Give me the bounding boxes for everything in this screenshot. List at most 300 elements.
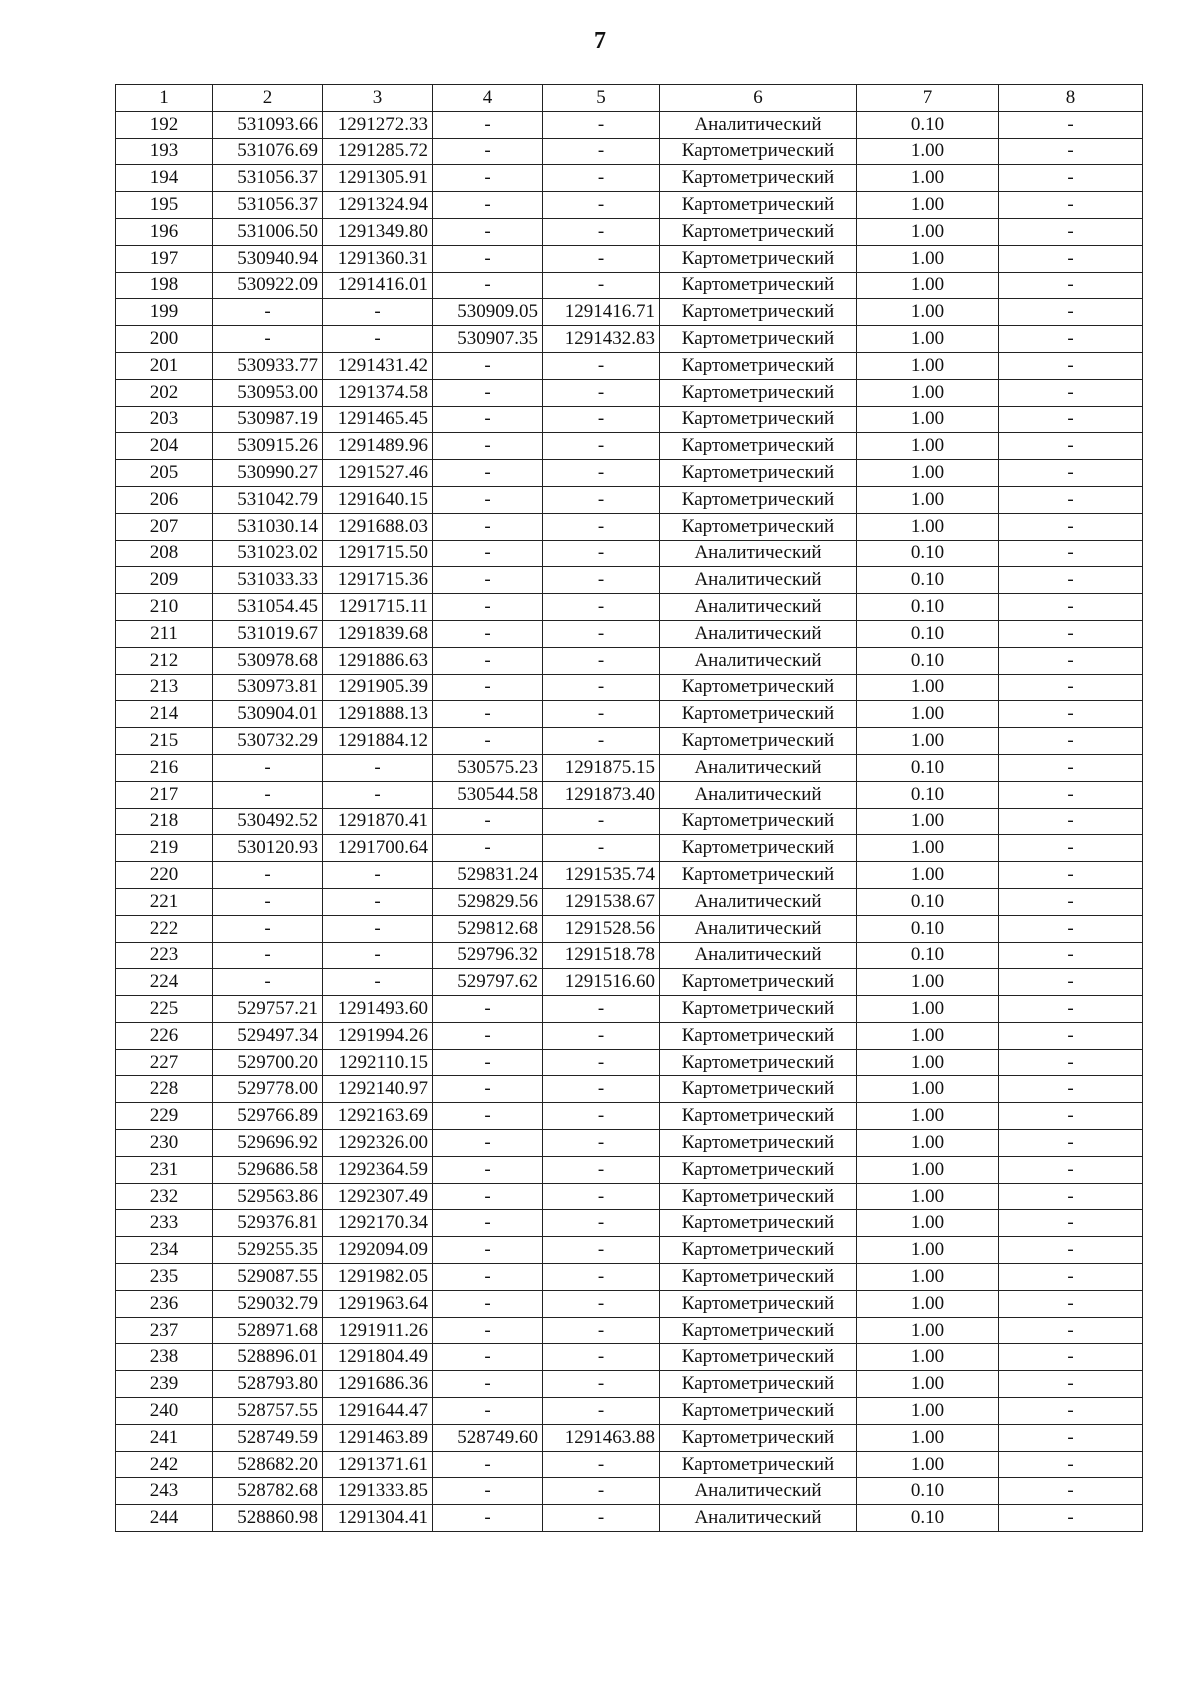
- note-cell: -: [999, 1371, 1143, 1398]
- y-cell: 1291700.64: [323, 835, 433, 862]
- method-cell: Картометрический: [660, 728, 857, 755]
- x-new-cell: -: [433, 1505, 543, 1532]
- x-new-cell: -: [433, 138, 543, 165]
- point-number-cell: 224: [116, 969, 213, 996]
- y-cell: 1291305.91: [323, 165, 433, 192]
- note-cell: -: [999, 379, 1143, 406]
- method-cell: Картометрический: [660, 1398, 857, 1425]
- method-cell: Аналитический: [660, 620, 857, 647]
- x-new-cell: -: [433, 1049, 543, 1076]
- y-new-cell: -: [543, 1317, 660, 1344]
- y-cell: -: [323, 326, 433, 353]
- y-cell: 1291715.36: [323, 567, 433, 594]
- table-row: [116, 1022, 1143, 1049]
- note-cell: -: [999, 808, 1143, 835]
- y-new-cell: -: [543, 620, 660, 647]
- y-cell: 1291686.36: [323, 1371, 433, 1398]
- point-number-cell: 207: [116, 513, 213, 540]
- method-cell: Картометрический: [660, 1424, 857, 1451]
- table-row: [116, 460, 1143, 487]
- x-new-cell: -: [433, 406, 543, 433]
- y-cell: 1291285.72: [323, 138, 433, 165]
- y-cell: -: [323, 915, 433, 942]
- table-row: [116, 835, 1143, 862]
- method-cell: Картометрический: [660, 1130, 857, 1157]
- method-cell: Аналитический: [660, 888, 857, 915]
- accuracy-cell: 1.00: [857, 1183, 999, 1210]
- y-cell: -: [323, 942, 433, 969]
- note-cell: -: [999, 647, 1143, 674]
- x-cell: 531023.02: [213, 540, 323, 567]
- table-row: [116, 808, 1143, 835]
- point-number-cell: 203: [116, 406, 213, 433]
- table-row: [116, 245, 1143, 272]
- x-new-cell: 530575.23: [433, 754, 543, 781]
- accuracy-cell: 1.00: [857, 996, 999, 1023]
- point-number-cell: 206: [116, 486, 213, 513]
- x-new-cell: 529796.32: [433, 942, 543, 969]
- y-cell: 1291715.50: [323, 540, 433, 567]
- y-new-cell: 1291463.88: [543, 1424, 660, 1451]
- y-new-cell: -: [543, 1049, 660, 1076]
- x-cell: 528782.68: [213, 1478, 323, 1505]
- method-cell: Картометрический: [660, 969, 857, 996]
- y-new-cell: 1291873.40: [543, 781, 660, 808]
- x-new-cell: -: [433, 165, 543, 192]
- y-new-cell: -: [543, 1451, 660, 1478]
- x-cell: -: [213, 942, 323, 969]
- x-cell: 531056.37: [213, 192, 323, 219]
- point-number-cell: 236: [116, 1290, 213, 1317]
- accuracy-cell: 1.00: [857, 1076, 999, 1103]
- y-cell: 1292364.59: [323, 1156, 433, 1183]
- point-number-cell: 238: [116, 1344, 213, 1371]
- point-number-cell: 235: [116, 1264, 213, 1291]
- accuracy-cell: 0.10: [857, 620, 999, 647]
- note-cell: -: [999, 540, 1143, 567]
- y-new-cell: -: [543, 1076, 660, 1103]
- y-new-cell: -: [543, 1103, 660, 1130]
- table-row: [116, 165, 1143, 192]
- point-number-cell: 204: [116, 433, 213, 460]
- y-new-cell: -: [543, 433, 660, 460]
- accuracy-cell: 1.00: [857, 1424, 999, 1451]
- y-cell: 1291644.47: [323, 1398, 433, 1425]
- note-cell: -: [999, 138, 1143, 165]
- x-new-cell: -: [433, 352, 543, 379]
- y-cell: 1291304.41: [323, 1505, 433, 1532]
- y-new-cell: -: [543, 1210, 660, 1237]
- point-number-cell: 192: [116, 111, 213, 138]
- note-cell: -: [999, 1237, 1143, 1264]
- point-number-cell: 215: [116, 728, 213, 755]
- y-new-cell: 1291516.60: [543, 969, 660, 996]
- point-number-cell: 197: [116, 245, 213, 272]
- x-new-cell: -: [433, 379, 543, 406]
- x-new-cell: 529797.62: [433, 969, 543, 996]
- x-new-cell: -: [433, 1022, 543, 1049]
- x-cell: 530978.68: [213, 647, 323, 674]
- y-cell: -: [323, 781, 433, 808]
- y-new-cell: -: [543, 1371, 660, 1398]
- y-new-cell: -: [543, 272, 660, 299]
- y-new-cell: -: [543, 996, 660, 1023]
- x-cell: 531076.69: [213, 138, 323, 165]
- x-new-cell: -: [433, 272, 543, 299]
- accuracy-cell: 0.10: [857, 888, 999, 915]
- point-number-cell: 244: [116, 1505, 213, 1532]
- x-new-cell: -: [433, 620, 543, 647]
- point-number-cell: 212: [116, 647, 213, 674]
- x-new-cell: 529831.24: [433, 862, 543, 889]
- y-cell: 1291870.41: [323, 808, 433, 835]
- y-cell: 1292326.00: [323, 1130, 433, 1157]
- x-new-cell: -: [433, 1290, 543, 1317]
- method-cell: Аналитический: [660, 594, 857, 621]
- x-cell: 530120.93: [213, 835, 323, 862]
- table-row: [116, 1237, 1143, 1264]
- point-number-cell: 210: [116, 594, 213, 621]
- y-new-cell: -: [543, 1022, 660, 1049]
- x-cell: 530492.52: [213, 808, 323, 835]
- y-cell: 1291888.13: [323, 701, 433, 728]
- y-cell: 1292170.34: [323, 1210, 433, 1237]
- accuracy-cell: 1.00: [857, 352, 999, 379]
- table-row: [116, 111, 1143, 138]
- x-cell: 529696.92: [213, 1130, 323, 1157]
- x-cell: 529563.86: [213, 1183, 323, 1210]
- x-new-cell: -: [433, 1183, 543, 1210]
- y-new-cell: -: [543, 1344, 660, 1371]
- y-new-cell: -: [543, 1478, 660, 1505]
- accuracy-cell: 1.00: [857, 1317, 999, 1344]
- x-new-cell: -: [433, 1478, 543, 1505]
- note-cell: -: [999, 513, 1143, 540]
- note-cell: -: [999, 594, 1143, 621]
- accuracy-cell: 1.00: [857, 674, 999, 701]
- y-new-cell: -: [543, 540, 660, 567]
- x-cell: 528682.20: [213, 1451, 323, 1478]
- x-cell: 529255.35: [213, 1237, 323, 1264]
- accuracy-cell: 1.00: [857, 1290, 999, 1317]
- note-cell: -: [999, 888, 1143, 915]
- note-cell: -: [999, 272, 1143, 299]
- table-row: [116, 1371, 1143, 1398]
- x-cell: 528757.55: [213, 1398, 323, 1425]
- y-new-cell: -: [543, 486, 660, 513]
- accuracy-cell: 0.10: [857, 781, 999, 808]
- table-row: [116, 486, 1143, 513]
- x-new-cell: -: [433, 1156, 543, 1183]
- table-row: [116, 406, 1143, 433]
- note-cell: -: [999, 1130, 1143, 1157]
- y-new-cell: -: [543, 728, 660, 755]
- y-cell: 1291489.96: [323, 433, 433, 460]
- accuracy-cell: 0.10: [857, 594, 999, 621]
- y-new-cell: -: [543, 1290, 660, 1317]
- note-cell: -: [999, 1478, 1143, 1505]
- accuracy-cell: 1.00: [857, 808, 999, 835]
- note-cell: -: [999, 1290, 1143, 1317]
- method-cell: Картометрический: [660, 1156, 857, 1183]
- y-cell: 1291715.11: [323, 594, 433, 621]
- x-new-cell: -: [433, 192, 543, 219]
- method-cell: Картометрический: [660, 245, 857, 272]
- point-number-cell: 214: [116, 701, 213, 728]
- table-row: [116, 1478, 1143, 1505]
- accuracy-cell: 0.10: [857, 647, 999, 674]
- method-cell: Картометрический: [660, 1022, 857, 1049]
- note-cell: -: [999, 1264, 1143, 1291]
- method-cell: Картометрический: [660, 218, 857, 245]
- x-new-cell: -: [433, 728, 543, 755]
- column-header: 6: [660, 85, 857, 112]
- method-cell: Картометрический: [660, 674, 857, 701]
- y-new-cell: -: [543, 218, 660, 245]
- y-new-cell: -: [543, 1264, 660, 1291]
- accuracy-cell: 1.00: [857, 433, 999, 460]
- accuracy-cell: 1.00: [857, 165, 999, 192]
- y-new-cell: -: [543, 513, 660, 540]
- note-cell: -: [999, 915, 1143, 942]
- x-new-cell: -: [433, 111, 543, 138]
- y-cell: 1291839.68: [323, 620, 433, 647]
- table-row: [116, 620, 1143, 647]
- x-new-cell: -: [433, 1317, 543, 1344]
- accuracy-cell: 1.00: [857, 1210, 999, 1237]
- method-cell: Аналитический: [660, 915, 857, 942]
- method-cell: Аналитический: [660, 754, 857, 781]
- point-number-cell: 239: [116, 1371, 213, 1398]
- table-row: [116, 1505, 1143, 1532]
- method-cell: Картометрический: [660, 1237, 857, 1264]
- table-row: [116, 1130, 1143, 1157]
- y-new-cell: -: [543, 1398, 660, 1425]
- y-new-cell: -: [543, 192, 660, 219]
- point-number-cell: 222: [116, 915, 213, 942]
- table-row: [116, 647, 1143, 674]
- y-cell: 1291886.63: [323, 647, 433, 674]
- y-new-cell: 1291416.71: [543, 299, 660, 326]
- table-body: [116, 111, 1143, 1531]
- x-new-cell: -: [433, 486, 543, 513]
- point-number-cell: 237: [116, 1317, 213, 1344]
- table-row: [116, 1156, 1143, 1183]
- x-new-cell: -: [433, 460, 543, 487]
- x-cell: 529766.89: [213, 1103, 323, 1130]
- accuracy-cell: 1.00: [857, 969, 999, 996]
- y-cell: 1292307.49: [323, 1183, 433, 1210]
- y-new-cell: -: [543, 1130, 660, 1157]
- column-header: 1: [116, 85, 213, 112]
- y-new-cell: -: [543, 835, 660, 862]
- x-cell: 531093.66: [213, 111, 323, 138]
- note-cell: -: [999, 567, 1143, 594]
- x-cell: 529778.00: [213, 1076, 323, 1103]
- point-number-cell: 240: [116, 1398, 213, 1425]
- note-cell: -: [999, 1451, 1143, 1478]
- method-cell: Картометрический: [660, 299, 857, 326]
- column-header: 4: [433, 85, 543, 112]
- accuracy-cell: 0.10: [857, 754, 999, 781]
- x-new-cell: -: [433, 674, 543, 701]
- y-new-cell: -: [543, 808, 660, 835]
- y-cell: 1291688.03: [323, 513, 433, 540]
- x-new-cell: -: [433, 1076, 543, 1103]
- table-row: [116, 969, 1143, 996]
- accuracy-cell: 1.00: [857, 1398, 999, 1425]
- note-cell: -: [999, 835, 1143, 862]
- y-new-cell: 1291518.78: [543, 942, 660, 969]
- y-new-cell: 1291528.56: [543, 915, 660, 942]
- table-row: [116, 1424, 1143, 1451]
- y-cell: 1291911.26: [323, 1317, 433, 1344]
- table-row: [116, 996, 1143, 1023]
- y-new-cell: -: [543, 701, 660, 728]
- method-cell: Картометрический: [660, 272, 857, 299]
- method-cell: Аналитический: [660, 942, 857, 969]
- y-new-cell: -: [543, 165, 660, 192]
- point-number-cell: 216: [116, 754, 213, 781]
- x-cell: 531056.37: [213, 165, 323, 192]
- accuracy-cell: 1.00: [857, 1022, 999, 1049]
- x-cell: 528793.80: [213, 1371, 323, 1398]
- y-cell: 1291416.01: [323, 272, 433, 299]
- y-cell: 1291527.46: [323, 460, 433, 487]
- y-cell: 1291324.94: [323, 192, 433, 219]
- table-row: [116, 192, 1143, 219]
- point-number-cell: 225: [116, 996, 213, 1023]
- table-row: [116, 326, 1143, 353]
- table-row: [116, 862, 1143, 889]
- y-cell: 1292140.97: [323, 1076, 433, 1103]
- point-number-cell: 194: [116, 165, 213, 192]
- accuracy-cell: 0.10: [857, 1505, 999, 1532]
- method-cell: Аналитический: [660, 1505, 857, 1532]
- x-cell: 529700.20: [213, 1049, 323, 1076]
- x-cell: 528971.68: [213, 1317, 323, 1344]
- y-cell: 1291333.85: [323, 1478, 433, 1505]
- point-number-cell: 242: [116, 1451, 213, 1478]
- note-cell: -: [999, 218, 1143, 245]
- point-number-cell: 200: [116, 326, 213, 353]
- point-number-cell: 243: [116, 1478, 213, 1505]
- table-row: [116, 513, 1143, 540]
- accuracy-cell: 0.10: [857, 915, 999, 942]
- y-cell: 1291963.64: [323, 1290, 433, 1317]
- point-number-cell: 223: [116, 942, 213, 969]
- y-new-cell: -: [543, 111, 660, 138]
- table-row: [116, 352, 1143, 379]
- x-cell: 531019.67: [213, 620, 323, 647]
- point-number-cell: 221: [116, 888, 213, 915]
- x-new-cell: 529829.56: [433, 888, 543, 915]
- accuracy-cell: 1.00: [857, 1103, 999, 1130]
- note-cell: -: [999, 460, 1143, 487]
- note-cell: -: [999, 862, 1143, 889]
- note-cell: -: [999, 192, 1143, 219]
- x-new-cell: -: [433, 996, 543, 1023]
- method-cell: Картометрический: [660, 1103, 857, 1130]
- x-cell: 528749.59: [213, 1424, 323, 1451]
- point-number-cell: 219: [116, 835, 213, 862]
- accuracy-cell: 1.00: [857, 192, 999, 219]
- x-cell: -: [213, 754, 323, 781]
- y-new-cell: 1291535.74: [543, 862, 660, 889]
- note-cell: -: [999, 326, 1143, 353]
- accuracy-cell: 1.00: [857, 406, 999, 433]
- accuracy-cell: 1.00: [857, 1451, 999, 1478]
- x-new-cell: -: [433, 1210, 543, 1237]
- note-cell: -: [999, 1424, 1143, 1451]
- method-cell: Картометрический: [660, 1210, 857, 1237]
- point-number-cell: 195: [116, 192, 213, 219]
- y-new-cell: -: [543, 460, 660, 487]
- note-cell: -: [999, 406, 1143, 433]
- method-cell: Картометрический: [660, 433, 857, 460]
- column-header: 5: [543, 85, 660, 112]
- y-cell: -: [323, 754, 433, 781]
- table-row: [116, 1264, 1143, 1291]
- table-row: [116, 1398, 1143, 1425]
- y-new-cell: -: [543, 594, 660, 621]
- x-new-cell: -: [433, 835, 543, 862]
- accuracy-cell: 1.00: [857, 1237, 999, 1264]
- method-cell: Картометрический: [660, 352, 857, 379]
- x-cell: -: [213, 915, 323, 942]
- x-new-cell: -: [433, 1344, 543, 1371]
- method-cell: Картометрический: [660, 138, 857, 165]
- table-row: [116, 567, 1143, 594]
- y-cell: 1291349.80: [323, 218, 433, 245]
- x-new-cell: -: [433, 647, 543, 674]
- y-cell: 1292110.15: [323, 1049, 433, 1076]
- table-row: [116, 1076, 1143, 1103]
- point-number-cell: 227: [116, 1049, 213, 1076]
- y-new-cell: -: [543, 567, 660, 594]
- note-cell: -: [999, 1505, 1143, 1532]
- x-cell: 528896.01: [213, 1344, 323, 1371]
- method-cell: Картометрический: [660, 165, 857, 192]
- table-row: [116, 1451, 1143, 1478]
- point-number-cell: 241: [116, 1424, 213, 1451]
- x-new-cell: -: [433, 1371, 543, 1398]
- point-number-cell: 228: [116, 1076, 213, 1103]
- accuracy-cell: 1.00: [857, 1371, 999, 1398]
- y-new-cell: -: [543, 647, 660, 674]
- table-row: [116, 540, 1143, 567]
- x-new-cell: -: [433, 1264, 543, 1291]
- note-cell: -: [999, 1344, 1143, 1371]
- accuracy-cell: 1.00: [857, 1049, 999, 1076]
- note-cell: -: [999, 433, 1143, 460]
- table-row: [116, 701, 1143, 728]
- note-cell: -: [999, 165, 1143, 192]
- accuracy-cell: 1.00: [857, 513, 999, 540]
- x-cell: -: [213, 299, 323, 326]
- method-cell: Картометрический: [660, 701, 857, 728]
- y-cell: 1291463.89: [323, 1424, 433, 1451]
- y-new-cell: -: [543, 1505, 660, 1532]
- table-row: [116, 674, 1143, 701]
- y-new-cell: -: [543, 245, 660, 272]
- page-number: 7: [594, 28, 606, 54]
- method-cell: Картометрический: [660, 460, 857, 487]
- note-cell: -: [999, 781, 1143, 808]
- note-cell: -: [999, 1210, 1143, 1237]
- table-row: [116, 1103, 1143, 1130]
- accuracy-cell: 1.00: [857, 1156, 999, 1183]
